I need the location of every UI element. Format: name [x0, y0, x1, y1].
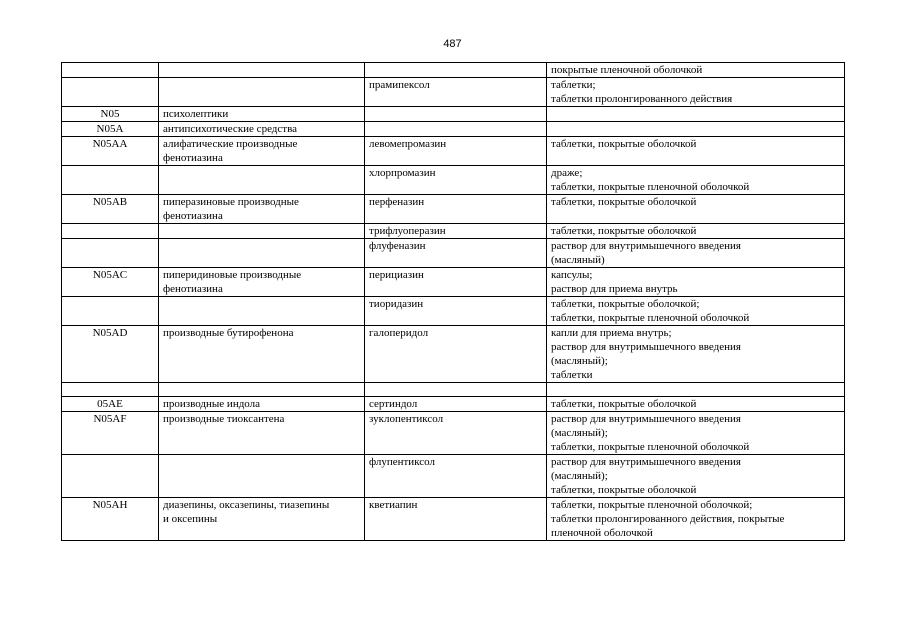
page-number: 487	[443, 38, 462, 50]
drug-name-cell: тиоридазин	[365, 297, 547, 326]
table-row	[62, 239, 845, 268]
table-row	[62, 326, 845, 383]
atc-code-cell: N05AC	[62, 268, 159, 297]
table-row	[62, 397, 845, 412]
atc-code-cell	[62, 383, 159, 397]
drug-name-cell: хлорпромазин	[365, 166, 547, 195]
pharmacological-group-cell: алифатические производные фенотиазина	[159, 137, 365, 166]
atc-code-cell	[62, 224, 159, 239]
pharmacological-group-cell	[159, 63, 365, 78]
dosage-form-cell: таблетки, покрытые оболочкой	[547, 137, 845, 166]
atc-code-cell: N05	[62, 107, 159, 122]
drug-name-cell: сертиндол	[365, 397, 547, 412]
table-row	[62, 498, 845, 541]
pharmacological-group-cell: диазепины, оксазепины, тиазепины и оксепины	[159, 498, 365, 541]
table-row	[62, 166, 845, 195]
table-row	[62, 455, 845, 498]
atc-code-cell	[62, 455, 159, 498]
table-row	[62, 224, 845, 239]
dosage-form-cell: раствор для внутримышечного введения (масляный)	[547, 239, 845, 268]
table-row	[62, 268, 845, 297]
dosage-form-cell: раствор для внутримышечного введения (масляный); таблетки, покрытые пленочной оболочкой	[547, 412, 845, 455]
drug-name-cell: перициазин	[365, 268, 547, 297]
drug-name-cell: трифлуоперазин	[365, 224, 547, 239]
drug-name-cell: флупентиксол	[365, 455, 547, 498]
dosage-form-cell: таблетки, покрытые пленочной оболочкой; таблетки пролонгированного действия, покрытые пленочной оболочкой	[547, 498, 845, 541]
drug-name-cell	[365, 122, 547, 137]
dosage-form-cell: капли для приема внутрь; раствор для внутримышечного введения (масляный); таблетки	[547, 326, 845, 383]
drug-name-cell: галоперидол	[365, 326, 547, 383]
pharmacological-group-cell: пиперазиновые производные фенотиазина	[159, 195, 365, 224]
atc-code-cell	[62, 239, 159, 268]
table-row	[62, 297, 845, 326]
dosage-form-cell	[547, 122, 845, 137]
table-row	[62, 195, 845, 224]
atc-code-cell: N05A	[62, 122, 159, 137]
dosage-form-cell: таблетки, покрытые оболочкой; таблетки, покрытые пленочной оболочкой	[547, 297, 845, 326]
atc-code-cell: N05AA	[62, 137, 159, 166]
pharmacological-group-cell	[159, 224, 365, 239]
pharmacological-group-cell: производные тиоксантена	[159, 412, 365, 455]
pharmacological-group-cell	[159, 239, 365, 268]
drug-name-cell: перфеназин	[365, 195, 547, 224]
atc-code-cell	[62, 166, 159, 195]
drug-classification-table	[61, 62, 845, 541]
dosage-form-cell	[547, 383, 845, 397]
dosage-form-cell: покрытые пленочной оболочкой	[547, 63, 845, 78]
dosage-form-cell: раствор для внутримышечного введения (масляный); таблетки, покрытые оболочкой	[547, 455, 845, 498]
dosage-form-cell: капсулы; раствор для приема внутрь	[547, 268, 845, 297]
dosage-form-cell: таблетки, покрытые оболочкой	[547, 224, 845, 239]
table-row	[62, 107, 845, 122]
atc-code-cell: N05AH	[62, 498, 159, 541]
pharmacological-group-cell	[159, 78, 365, 107]
pharmacological-group-cell: антипсихотические средства	[159, 122, 365, 137]
atc-code-cell	[62, 78, 159, 107]
atc-code-cell	[62, 63, 159, 78]
table-row	[62, 383, 845, 397]
pharmacological-group-cell: психолептики	[159, 107, 365, 122]
table-body	[62, 63, 845, 541]
drug-name-cell: левомепромазин	[365, 137, 547, 166]
pharmacological-group-cell: производные бутирофенона	[159, 326, 365, 383]
atc-code-cell: N05AB	[62, 195, 159, 224]
dosage-form-cell: драже; таблетки, покрытые пленочной оболочкой	[547, 166, 845, 195]
pharmacological-group-cell	[159, 383, 365, 397]
table-row	[62, 122, 845, 137]
pharmacological-group-cell	[159, 455, 365, 498]
table-row	[62, 137, 845, 166]
drug-name-cell	[365, 63, 547, 78]
pharmacological-group-cell	[159, 166, 365, 195]
table-row	[62, 78, 845, 107]
table-row	[62, 63, 845, 78]
table-row	[62, 412, 845, 455]
pharmacological-group-cell	[159, 297, 365, 326]
dosage-form-cell: таблетки, покрытые оболочкой	[547, 195, 845, 224]
drug-name-cell: прамипексол	[365, 78, 547, 107]
atc-code-cell	[62, 297, 159, 326]
drug-name-cell: кветиапин	[365, 498, 547, 541]
drug-name-cell: флуфеназин	[365, 239, 547, 268]
atc-code-cell: N05AD	[62, 326, 159, 383]
atc-code-cell: N05AF	[62, 412, 159, 455]
drug-name-cell: зуклопентиксол	[365, 412, 547, 455]
dosage-form-cell: таблетки; таблетки пролонгированного действия	[547, 78, 845, 107]
dosage-form-cell	[547, 107, 845, 122]
drug-name-cell	[365, 107, 547, 122]
drug-name-cell	[365, 383, 547, 397]
pharmacological-group-cell: производные индола	[159, 397, 365, 412]
dosage-form-cell: таблетки, покрытые оболочкой	[547, 397, 845, 412]
atc-code-cell: 05AE	[62, 397, 159, 412]
pharmacological-group-cell: пиперидиновые производные фенотиазина	[159, 268, 365, 297]
